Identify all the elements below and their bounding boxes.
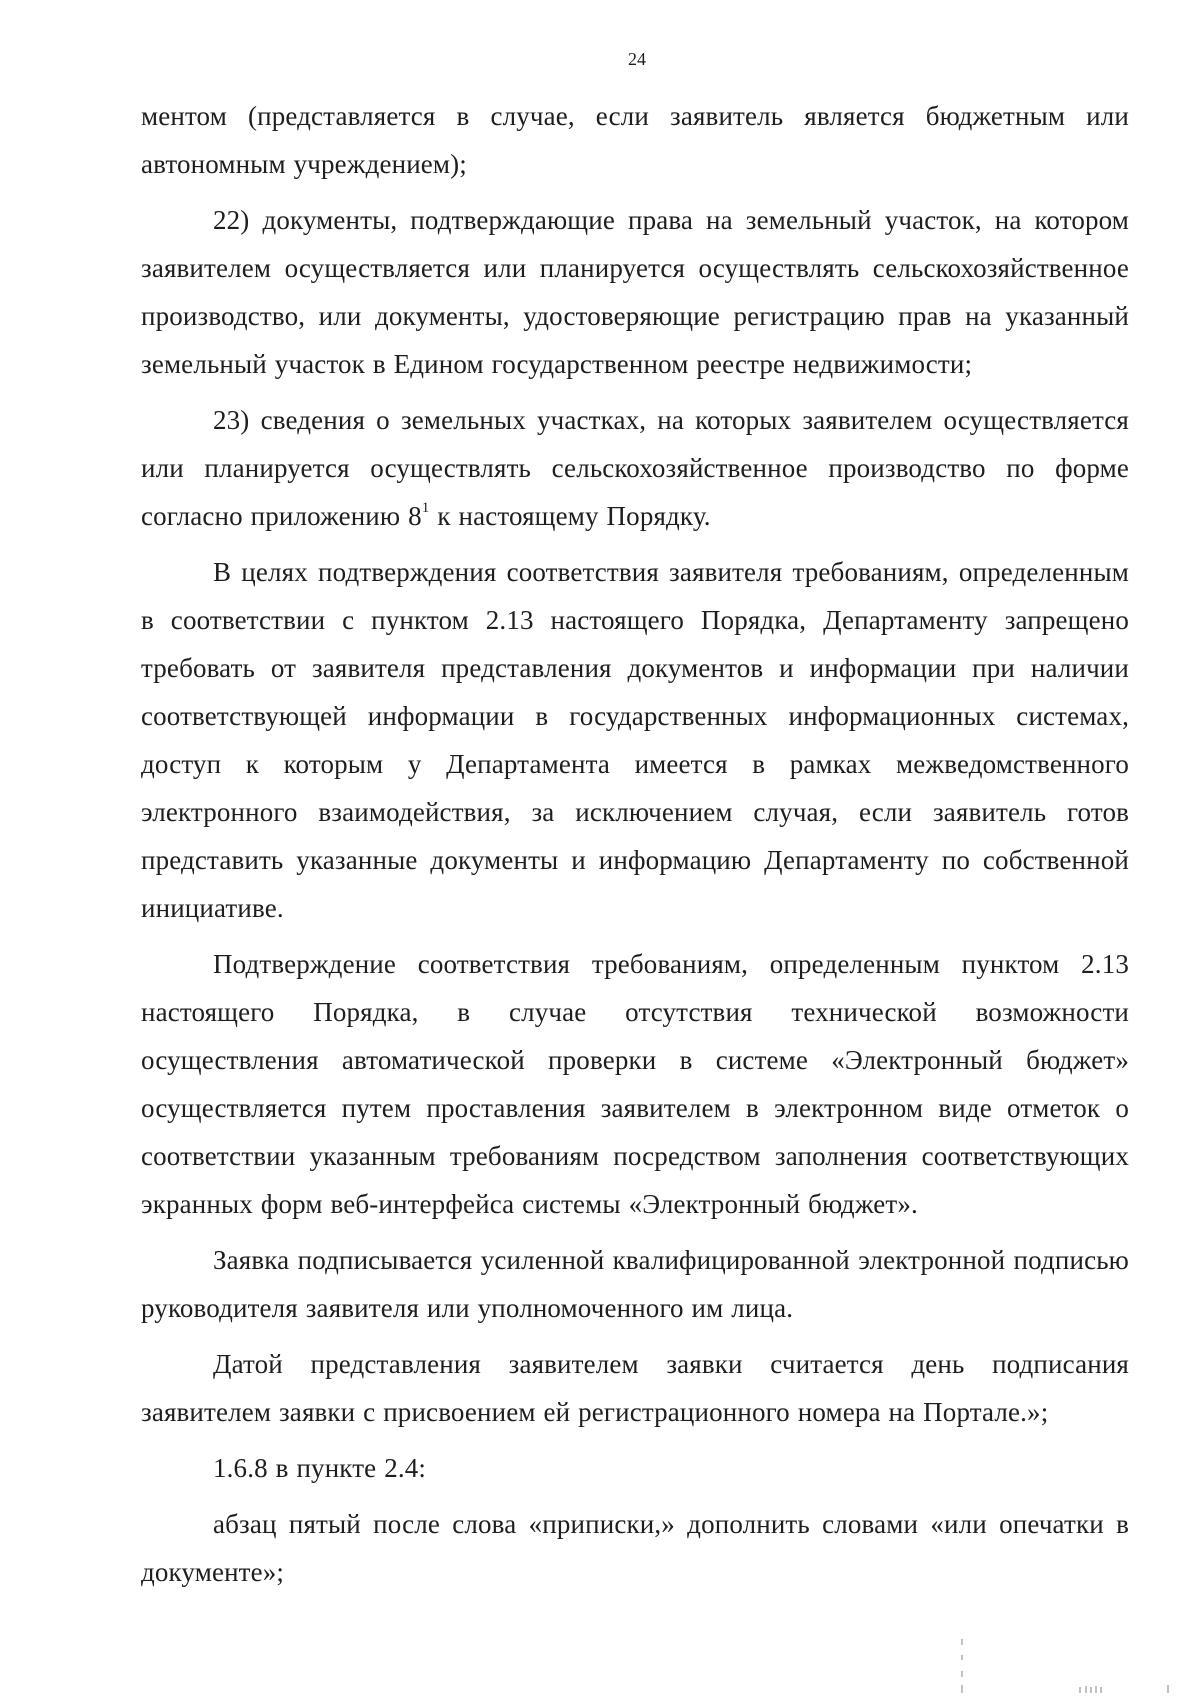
paragraph-amendment: абзац пятый после слова «приписки,» дополнить словами «или опечатки в документе»; [141, 1509, 1129, 1587]
paragraph-item-22: 22) документы, подтверждающие права на земельный участок, на котором заявителем осуществляется или планируется осуществлять сельскохозяйственное производство, или документы, удостоверяющие регистрацию прав на указанный земельный участок в Едином государственном реестре недвижимости; [141, 205, 1129, 379]
paragraph-continuation: ментом (представляется в случае, если заявитель является бюджетным или автономным учреждением); [141, 101, 1129, 179]
paragraph-item-1-6-8: 1.6.8 в пункте 2.4: [213, 1453, 427, 1483]
paragraph-item-23-text: 23) сведения о земельных участках, на которых заявителем осуществляется или планируется осуществлять сельскохозяйственное производство по форме согласно приложению 8 [141, 405, 1129, 531]
appendix-superscript: 1 [421, 500, 430, 516]
scan-artifact-marks [956, 1633, 1186, 1693]
document-body [141, 92, 1129, 1604]
paragraph-signature: Заявка подписывается усиленной квалифицированной электронной подписью руководителя заявителя или уполномоченного им лица. [141, 1245, 1129, 1323]
paragraph-verification: В целях подтверждения соответствия заявителя требованиям, определенным в соответствии с пунктом 2.13 настоящего Порядка, Департаменту запрещено требовать от заявителя представления документов и информации при наличии соответствующей информации в государственных информационных системах, доступ к которым у Департамента имеется в рамках межведомственного электронного взаимодействия, за исключением случая, если заявитель готов представить указанные документы и информацию Департаменту по собственной инициативе. [141, 557, 1129, 923]
paragraph-submission-date: Датой представления заявителем заявки считается день подписания заявителем заявки с присвоением ей регистрационного номера на Портале.»; [141, 1349, 1129, 1427]
paragraph-confirmation: Подтверждение соответствия требованиям, определенным пунктом 2.13 настоящего Порядка, в случае отсутствия технической возможности осуществления автоматической проверки в системе «Электронный бюджет» осуществляется путем проставления заявителем в электронном виде отметок о соответствии указанным требованиям посредством заполнения соответствующих экранных форм веб-интерфейса системы «Электронный бюджет». [141, 949, 1129, 1219]
page-number: 24 [628, 49, 646, 69]
paragraph-item-23 [141, 396, 1129, 540]
paragraph-item-23-tail: к настоящему Порядку. [429, 501, 711, 531]
